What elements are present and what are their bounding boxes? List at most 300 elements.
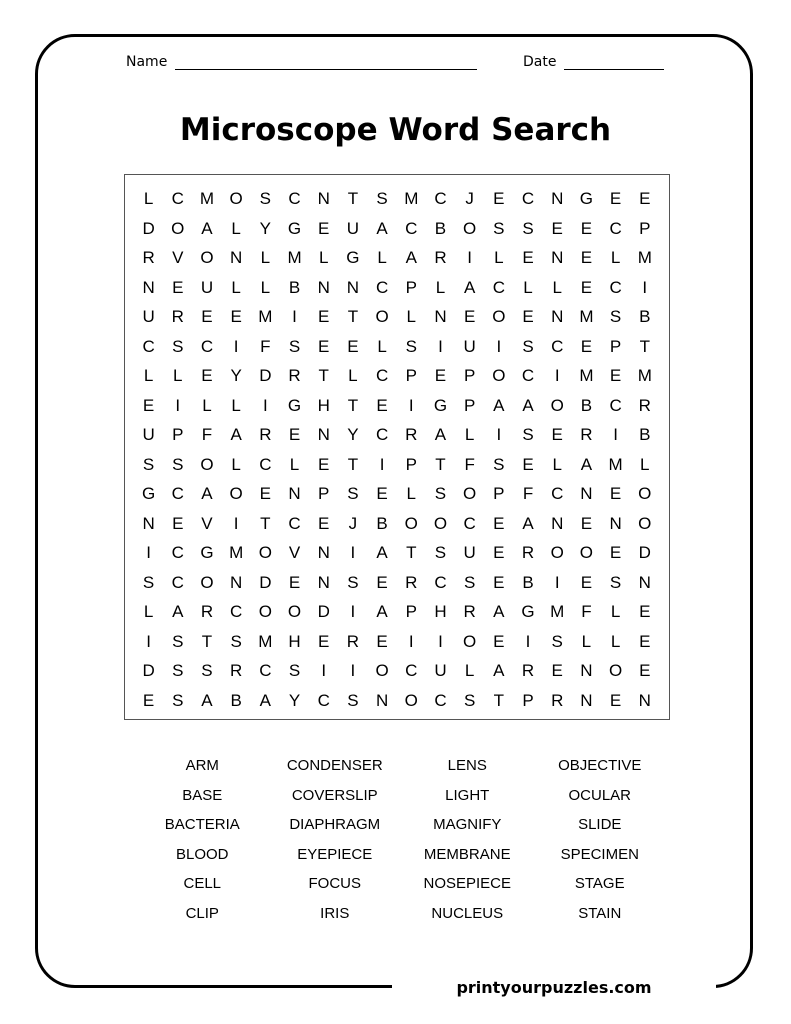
grid-letter: C — [434, 189, 447, 208]
grid-letter: L — [610, 631, 621, 651]
grid-letter: L — [231, 395, 241, 415]
grid-letter: O — [492, 366, 506, 385]
grid-letter: E — [609, 690, 622, 710]
grid-letter: I — [613, 425, 618, 444]
grid-letter: I — [554, 572, 560, 592]
grid-letter: A — [376, 543, 388, 562]
grid-letter: P — [522, 690, 534, 710]
grid-letter: C — [142, 336, 155, 356]
grid-letter: L — [610, 248, 621, 267]
word-list-item: LIGHT — [445, 786, 490, 804]
grid-letter: L — [231, 218, 241, 238]
grid-letter: S — [172, 690, 184, 710]
grid-letter: E — [609, 366, 622, 385]
grid-letter: T — [201, 631, 213, 651]
grid-letter: C — [463, 513, 476, 533]
grid-letter: S — [259, 189, 272, 208]
grid-letter: S — [522, 336, 534, 356]
grid-letter: E — [580, 248, 593, 267]
grid-letter: S — [463, 690, 476, 710]
grid-letter: N — [551, 513, 564, 533]
grid-letter: C — [288, 513, 301, 533]
grid-letter: L — [610, 602, 621, 621]
grid-letter: N — [317, 543, 330, 562]
grid-letter: E — [376, 572, 388, 592]
grid-letter: E — [201, 307, 213, 326]
grid-letter: M — [637, 366, 652, 385]
grid-letter: P — [493, 484, 505, 503]
grid-letter: C — [375, 366, 389, 385]
grid-letter: E — [580, 513, 593, 533]
grid-letter: A — [201, 484, 213, 503]
grid-letter: C — [171, 189, 184, 208]
grid-letter: I — [525, 631, 531, 651]
grid-letter: O — [638, 513, 652, 533]
grid-letter: O — [200, 572, 214, 592]
grid-letter: N — [317, 572, 330, 592]
grid-letter: R — [288, 366, 301, 385]
grid-letter: A — [172, 602, 184, 621]
word-list-item: MAGNIFY — [433, 816, 502, 834]
grid-letter: J — [465, 189, 474, 208]
grid-letter: S — [347, 572, 359, 592]
grid-letter: P — [405, 277, 417, 297]
grid-letter: R — [551, 690, 564, 710]
grid-letter: O — [200, 248, 214, 267]
grid-letter: C — [171, 572, 184, 592]
grid-letter: S — [376, 189, 388, 208]
grid-letter: E — [639, 661, 651, 680]
grid-letter: S — [522, 218, 534, 238]
grid-letter: S — [142, 572, 155, 592]
grid-letter: I — [438, 631, 443, 651]
grid-letter: O — [171, 218, 185, 238]
word-list-item: EYEPIECE — [297, 845, 373, 863]
grid-letter: T — [347, 189, 359, 208]
grid-letter: L — [552, 454, 562, 474]
grid-letter: S — [347, 690, 359, 710]
grid-letter: P — [405, 602, 417, 621]
grid-letter: T — [347, 395, 359, 415]
grid-letter: C — [259, 661, 272, 680]
grid-letter: N — [551, 189, 564, 208]
grid-letter: O — [463, 218, 477, 238]
word-list-item: STAIN — [578, 904, 622, 922]
grid-letter: O — [287, 602, 302, 621]
grid-letter: L — [377, 248, 387, 267]
grid-letter: M — [258, 631, 273, 651]
grid-letter: E — [493, 189, 505, 208]
grid-letter: E — [609, 543, 622, 562]
name-field — [126, 54, 477, 70]
grid-letter: E — [639, 631, 651, 651]
grid-letter: N — [142, 513, 155, 533]
grid-letter: N — [317, 277, 330, 297]
grid-letter: B — [639, 425, 651, 444]
grid-letter: Y — [230, 366, 242, 385]
grid-letter: L — [640, 454, 650, 474]
grid-letter: N — [580, 690, 593, 710]
grid-letter: M — [404, 189, 419, 208]
grid-letter: O — [375, 307, 389, 326]
grid-letter: C — [521, 189, 535, 208]
grid-letter: E — [551, 425, 563, 444]
grid-letter: L — [231, 277, 241, 297]
grid-letter: O — [258, 543, 272, 562]
grid-letter: S — [347, 484, 359, 503]
grid-letter: D — [142, 661, 155, 680]
grid-letter: C — [317, 690, 330, 710]
grid-letter: M — [579, 366, 594, 385]
grid-letter: A — [230, 425, 242, 444]
grid-letter: C — [405, 218, 418, 238]
grid-letter: O — [229, 189, 243, 208]
grid-letter: C — [171, 543, 184, 562]
grid-letter: B — [288, 277, 301, 297]
grid-letter: U — [142, 307, 155, 326]
grid-letter: P — [405, 366, 417, 385]
grid-letter: E — [580, 277, 593, 297]
grid-letter: M — [229, 543, 244, 562]
word-list-item: BLOOD — [175, 845, 229, 863]
grid-letter: A — [522, 395, 534, 415]
grid-letter: L — [377, 336, 387, 356]
grid-letter: V — [172, 248, 184, 267]
grid-letter: S — [172, 631, 184, 651]
grid-letter: N — [317, 425, 330, 444]
grid-letter: B — [230, 690, 242, 710]
word-list-item: MEMBRANE — [423, 845, 511, 863]
grid-letter: C — [551, 336, 564, 356]
grid-letter: R — [434, 248, 447, 267]
puzzle-grid-box — [124, 174, 670, 720]
grid-letter: P — [639, 218, 651, 238]
grid-letter: N — [288, 484, 301, 503]
grid-letter: E — [551, 661, 563, 680]
grid-letter: I — [379, 454, 385, 474]
grid-letter: N — [375, 690, 389, 710]
grid-letter: O — [638, 484, 652, 503]
grid-letter: C — [259, 454, 272, 474]
grid-letter: A — [463, 277, 476, 297]
grid-letter: E — [639, 189, 651, 208]
grid-letter: E — [288, 572, 301, 592]
grid-letter: E — [463, 307, 476, 326]
grid-letter: I — [467, 248, 473, 267]
grid-letter: B — [580, 395, 593, 415]
grid-letter: L — [231, 454, 241, 474]
grid-letter: M — [550, 602, 565, 621]
word-list-item: CLIP — [185, 904, 219, 922]
grid-letter: L — [581, 631, 592, 651]
grid-letter: D — [259, 366, 272, 385]
grid-letter: L — [143, 189, 154, 208]
grid-letter: P — [405, 454, 417, 474]
grid-letter: N — [580, 484, 593, 503]
grid-letter: M — [258, 307, 273, 326]
grid-letter: L — [260, 248, 271, 267]
grid-letter: O — [404, 690, 418, 710]
date-label: Date — [523, 54, 557, 70]
footer — [392, 975, 716, 999]
grid-letter: S — [142, 454, 155, 474]
grid-letter: O — [550, 395, 564, 415]
grid-letter: V — [201, 513, 213, 533]
grid-letter: P — [318, 484, 330, 503]
word-list-item: SLIDE — [578, 816, 622, 834]
grid-letter: O — [608, 661, 623, 680]
grid-letter: T — [435, 454, 446, 474]
grid-letter: I — [146, 543, 151, 562]
grid-letter: M — [199, 189, 215, 208]
word-list-item: STAGE — [574, 875, 625, 893]
grid-letter: O — [229, 484, 243, 503]
grid-letter: H — [288, 631, 301, 651]
grid-letter: L — [494, 248, 504, 267]
grid-letter: A — [405, 248, 417, 267]
word-list-item: FOCUS — [308, 875, 361, 893]
grid-letter: N — [230, 248, 243, 267]
grid-letter: U — [346, 218, 360, 238]
grid-letter: A — [201, 218, 213, 238]
grid-letter: G — [433, 395, 448, 415]
grid-letter: F — [522, 484, 534, 503]
grid-letter: N — [638, 572, 651, 592]
grid-letter: L — [173, 366, 183, 385]
grid-letter: I — [642, 277, 648, 297]
grid-letter: E — [172, 513, 184, 533]
grid-letter: R — [580, 425, 593, 444]
grid-letter: E — [580, 336, 593, 356]
grid-letter: R — [142, 248, 155, 267]
grid-letter: N — [317, 189, 330, 208]
word-list-item: BASE — [182, 786, 223, 804]
name-label: Name — [126, 54, 168, 70]
grid-letter: O — [200, 454, 214, 474]
word-list-item: BACTERIA — [164, 816, 240, 834]
grid-letter: E — [318, 631, 330, 651]
grid-letter: U — [463, 336, 476, 356]
grid-letter: E — [172, 277, 184, 297]
grid-letter: I — [408, 395, 414, 415]
grid-letter: R — [346, 631, 360, 651]
grid-letter: I — [292, 307, 297, 326]
grid-letter: E — [318, 513, 330, 533]
grid-letter: F — [464, 454, 475, 474]
grid-letter: R — [171, 307, 184, 326]
grid-letter: L — [260, 277, 271, 297]
grid-letter: I — [554, 366, 560, 385]
grid-letter: S — [172, 454, 184, 474]
grid-letter: A — [580, 454, 593, 474]
grid-letter: N — [609, 513, 622, 533]
grid-letter: C — [521, 366, 535, 385]
grid-letter: D — [317, 602, 330, 621]
word-list-item: OBJECTIVE — [558, 757, 642, 774]
grid-letter: E — [551, 218, 563, 238]
grid-letter: C — [609, 218, 622, 238]
grid-letter: G — [521, 602, 535, 621]
grid-letter: C — [551, 484, 564, 503]
word-list-item: ARM — [185, 757, 219, 774]
grid-letter: O — [492, 307, 506, 326]
grid-letter: O — [463, 631, 477, 651]
grid-letter: U — [142, 425, 155, 444]
grid-letter: E — [201, 366, 213, 385]
grid-letter: E — [522, 307, 534, 326]
word-list-item: IRIS — [320, 904, 350, 922]
grid-letter: T — [318, 366, 329, 385]
word-list-item: OCULAR — [568, 786, 631, 804]
grid-letter: I — [350, 543, 356, 562]
word-list-item: CONDENSER — [286, 757, 383, 774]
grid-letter: C — [609, 395, 622, 415]
grid-letter: T — [347, 307, 359, 326]
grid-letter: M — [608, 454, 623, 474]
grid-letter: C — [171, 484, 184, 503]
grid-letter: E — [376, 631, 388, 651]
grid-letter: N — [580, 661, 593, 680]
grid-letter: E — [142, 690, 155, 710]
grid-letter: E — [609, 189, 622, 208]
grid-letter: L — [348, 366, 358, 385]
grid-letter: O — [550, 543, 564, 562]
grid-letter: S — [201, 661, 213, 680]
grid-letter: E — [580, 572, 593, 592]
grid-letter: R — [463, 602, 476, 621]
page-title: Microscope Word Search — [179, 112, 612, 148]
grid-letter: O — [258, 602, 272, 621]
grid-letter: A — [522, 513, 534, 533]
grid-letter: V — [288, 543, 301, 562]
grid-letter: S — [434, 484, 447, 503]
grid-letter: S — [288, 661, 301, 680]
date-field — [523, 54, 664, 70]
grid-letter: E — [376, 395, 388, 415]
grid-letter: I — [175, 395, 181, 415]
word-list-item: DIAPHRAGM — [289, 816, 381, 834]
grid-letter: R — [230, 661, 243, 680]
grid-letter: R — [200, 602, 214, 621]
grid-letter: A — [493, 395, 505, 415]
grid-letter: T — [347, 454, 359, 474]
grid-letter: G — [141, 484, 156, 503]
grid-letter: E — [434, 366, 447, 385]
grid-letter: J — [348, 513, 358, 533]
grid-letter: L — [464, 425, 475, 444]
grid-letter: R — [405, 572, 418, 592]
grid-letter: G — [346, 248, 360, 267]
grid-letter: C — [405, 661, 418, 680]
word-list-item: LENS — [447, 757, 487, 774]
grid-letter: E — [493, 572, 505, 592]
grid-letter: S — [230, 631, 242, 651]
grid-letter: T — [493, 690, 505, 710]
word-list-item: SPECIMEN — [560, 845, 639, 863]
grid-letter: E — [493, 543, 505, 562]
grid-letter: E — [639, 602, 651, 621]
grid-letter: B — [376, 513, 388, 533]
grid-letter: T — [260, 513, 271, 533]
grid-letter: P — [463, 395, 476, 415]
grid-letter: I — [496, 336, 502, 356]
grid-letter: L — [406, 307, 417, 326]
grid-letter: U — [463, 543, 476, 562]
grid-letter: C — [434, 690, 447, 710]
grid-letter: C — [609, 277, 622, 297]
grid-letter: L — [552, 277, 562, 297]
grid-letter: M — [579, 307, 594, 326]
grid-letter: H — [317, 395, 330, 415]
grid-letter: R — [259, 425, 272, 444]
word-list-item: NOSEPIECE — [423, 875, 512, 893]
grid-letter: L — [143, 366, 154, 385]
grid-letter: E — [318, 218, 330, 238]
grid-letter: S — [609, 572, 622, 592]
grid-letter: I — [350, 602, 356, 621]
grid-letter: I — [321, 661, 327, 680]
footer-site: printyourpuzzles.com — [446, 978, 661, 997]
grid-letter: B — [522, 572, 534, 592]
grid-letter: O — [375, 661, 389, 680]
grid-letter: I — [146, 631, 151, 651]
grid-letter: C — [230, 602, 243, 621]
grid-letter: L — [464, 661, 475, 680]
grid-letter: L — [289, 454, 300, 474]
grid-letter: G — [579, 189, 594, 208]
grid-letter: O — [404, 513, 418, 533]
grid-letter: E — [522, 454, 534, 474]
grid-letter: E — [376, 484, 388, 503]
grid-letter: T — [406, 543, 417, 562]
grid-letter: E — [318, 336, 330, 356]
grid-letter: A — [493, 661, 505, 680]
grid-letter: A — [259, 690, 272, 710]
grid-letter: S — [463, 572, 476, 592]
grid-letter: R — [521, 661, 535, 680]
grid-letter: I — [496, 425, 502, 444]
grid-letter: E — [347, 336, 359, 356]
grid-letter: C — [288, 189, 301, 208]
grid-letter: A — [493, 602, 505, 621]
grid-letter: T — [639, 336, 650, 356]
grid-letter: S — [172, 661, 184, 680]
grid-letter: P — [172, 425, 184, 444]
grid-letter: E — [318, 454, 330, 474]
name-blank-line — [175, 57, 477, 70]
grid-letter: I — [233, 513, 239, 533]
grid-letter: D — [142, 218, 155, 238]
grid-letter: S — [493, 218, 505, 238]
grid-letter: E — [493, 513, 505, 533]
grid-letter: F — [201, 425, 213, 444]
grid-letter: C — [492, 277, 505, 297]
grid-letter: L — [143, 602, 154, 621]
grid-letter: F — [581, 602, 592, 621]
grid-letter: A — [201, 690, 213, 710]
grid-letter: B — [639, 307, 651, 326]
grid-letter: G — [287, 218, 302, 238]
grid-letter: E — [580, 218, 593, 238]
grid-letter: N — [142, 277, 155, 297]
grid-letter: C — [375, 425, 389, 444]
grid-letter: F — [260, 336, 271, 356]
grid-letter: S — [493, 454, 505, 474]
grid-letter: O — [433, 513, 448, 533]
grid-letter: E — [230, 307, 242, 326]
grid-letter: O — [579, 543, 594, 562]
grid-letter: S — [522, 425, 534, 444]
